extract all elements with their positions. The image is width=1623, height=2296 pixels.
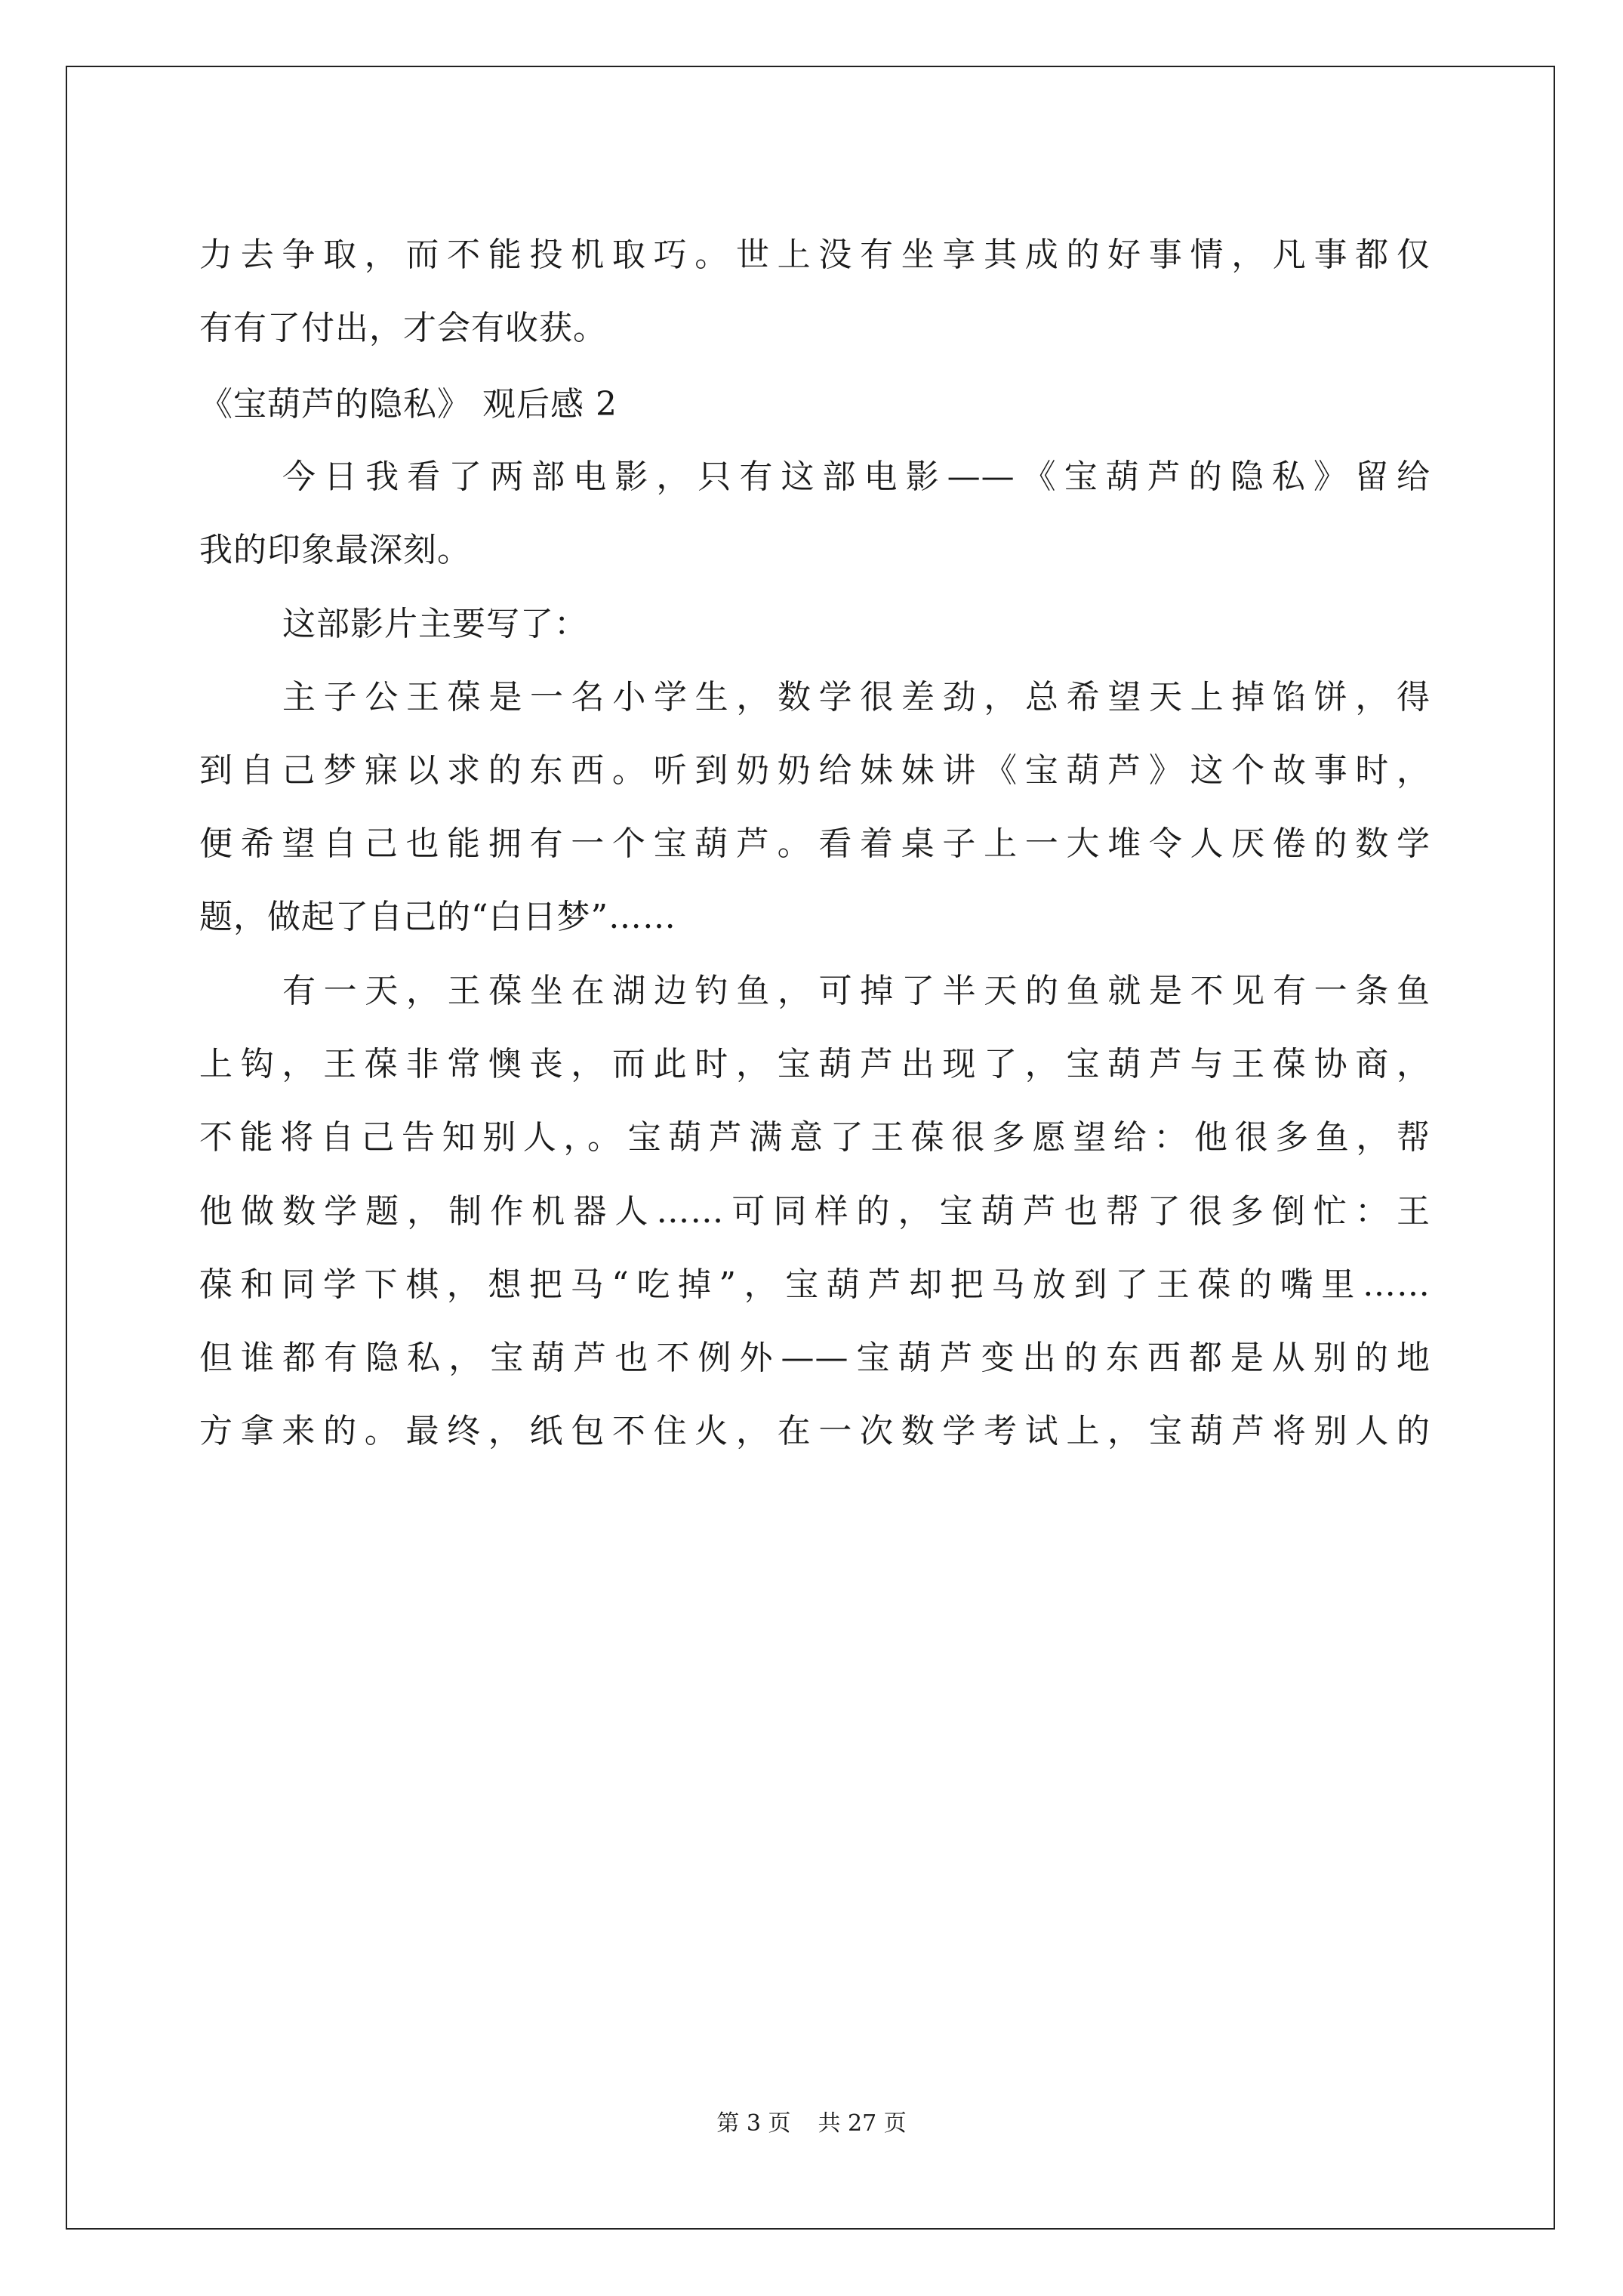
text-line: 今日我看了两部电影，只有这部电影——《宝葫芦的隐私》留给 (282, 458, 1431, 496)
text-line: 方拿来的。最终，纸包不住火，在一次数学考试上，宝葫芦将别人的 (199, 1412, 1431, 1450)
page-total: 共 27 页 (818, 2110, 907, 2137)
text-line: 我的印象最深刻。 (199, 531, 471, 569)
text-line: 他做数学题，制作机器人……可同样的，宝葫芦也帮了很多倒忙：王 (199, 1192, 1431, 1231)
text-line: 便希望自己也能拥有一个宝葫芦。看着桌子上一大堆令人厌倦的数学 (199, 824, 1431, 863)
text-line: 有有了付出，才会有收获。 (199, 309, 607, 347)
text-line: 有一天，王葆坐在湖边钓鱼，可掉了半天的鱼就是不见有一条鱼 (282, 972, 1431, 1010)
text-line: 上钩，王葆非常懊丧，而此时，宝葫芦出现了，宝葫芦与王葆协商， (199, 1045, 1431, 1083)
text-line: 这部影片主要写了： (282, 605, 588, 643)
text-line: 到自己梦寐以求的东西。听到奶奶给妹妹讲《宝葫芦》这个故事时， (199, 751, 1431, 790)
page-footer (0, 2109, 1623, 2139)
text-line: 葆和同学下棋，想把马“吃掉”，宝葫芦却把马放到了王葆的嘴里…… (199, 1265, 1431, 1304)
text-line: 不能将自己告知别人，。宝葫芦满意了王葆很多愿望给：他很多鱼，帮 (199, 1118, 1431, 1157)
section-heading: 《宝葫芦的隐私》 观后感 2 (199, 385, 617, 424)
text-line: 但谁都有隐私，宝葫芦也不例外——宝葫芦变出的东西都是从别的地 (199, 1339, 1431, 1377)
text-line: 力去争取，而不能投机取巧。世上没有坐享其成的好事情，凡事都仅 (199, 236, 1431, 274)
text-line: 题，做起了自己的“白日梦”…… (199, 898, 676, 936)
page-number: 第 3 页 (716, 2110, 791, 2137)
text-line: 主子公王葆是一名小学生，数学很差劲，总希望天上掉馅饼，得 (282, 678, 1431, 717)
